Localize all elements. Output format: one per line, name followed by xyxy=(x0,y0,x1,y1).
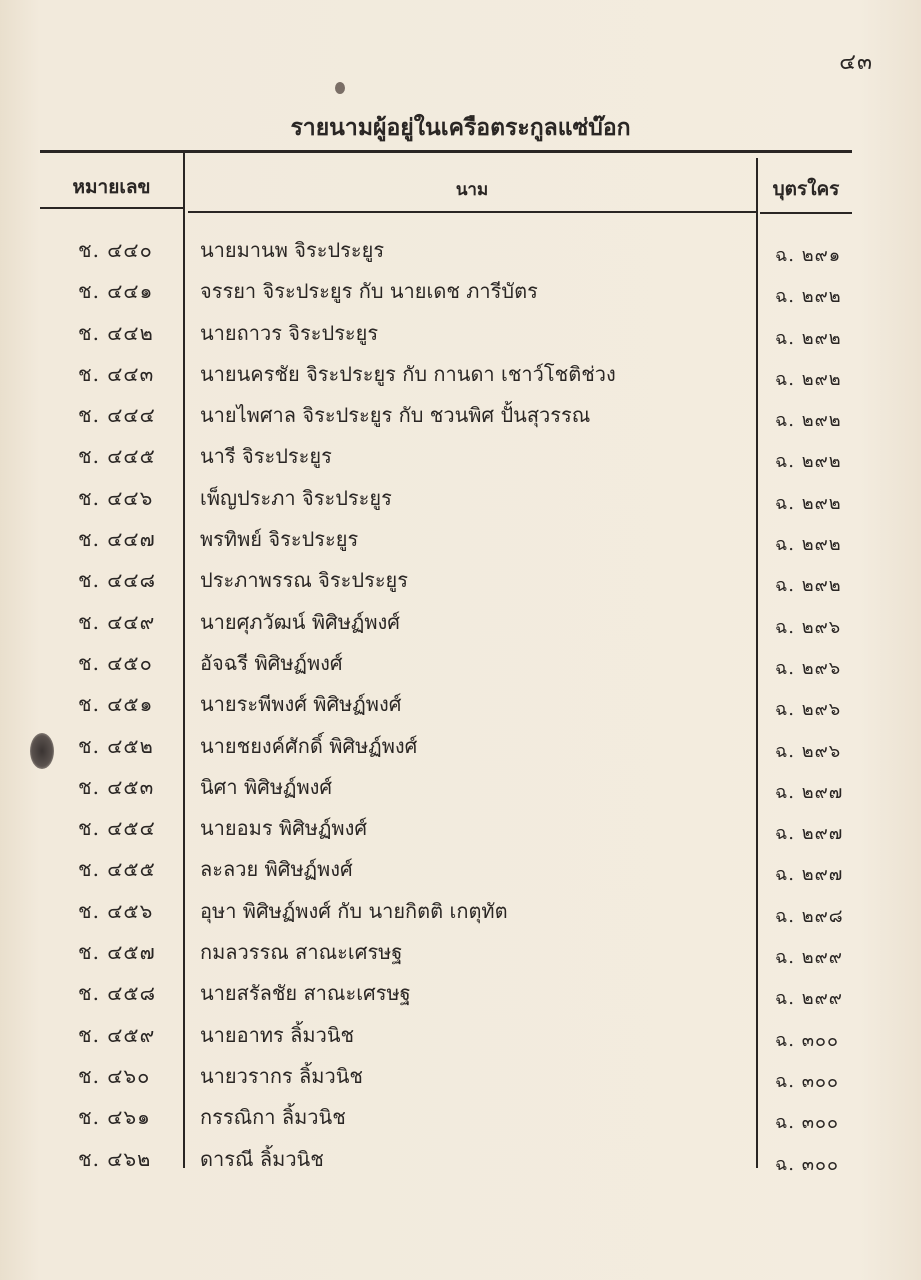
entry-number: ช. ๔๕๙ xyxy=(78,1022,156,1047)
ink-speck xyxy=(335,82,345,94)
entry-number: ช. ๔๖๑ xyxy=(78,1105,151,1130)
entry-number: ช. ๔๕๓ xyxy=(78,774,155,799)
entry-number: ช. ๔๕๘ xyxy=(78,981,156,1006)
table-row xyxy=(0,226,921,267)
header-rule-parent xyxy=(760,212,852,214)
column-header-parent: บุตรใคร xyxy=(772,178,840,200)
table-row xyxy=(0,928,921,969)
entry-parent: ฉ. ๓๐๐ xyxy=(775,1112,839,1134)
table-row xyxy=(0,763,921,804)
table-row xyxy=(0,680,921,721)
entry-parent: ฉ. ๒๙๖ xyxy=(775,699,842,721)
entry-number: ช. ๔๕๑ xyxy=(78,692,154,717)
entry-number: ช. ๔๔๐ xyxy=(78,238,153,262)
table-row xyxy=(0,515,921,556)
entry-name: นายอมร พิศิษฏ์พงศ์ xyxy=(200,816,368,841)
entry-number: ช. ๔๕๐ xyxy=(78,650,153,675)
page-number: ๔๓ xyxy=(839,50,873,75)
header-rule-name xyxy=(188,211,756,213)
table-row xyxy=(0,1093,921,1134)
entry-number: ช. ๔๔๓ xyxy=(78,361,155,386)
entry-name: กมลวรรณ สาณะเศรษฐ xyxy=(200,940,403,965)
table-row xyxy=(0,432,921,473)
entry-number: ช. ๔๕๔ xyxy=(78,816,156,841)
entry-parent: ฉ. ๓๐๐ xyxy=(775,1153,839,1175)
entry-name: พรทิพย์ จิระประยูร xyxy=(200,527,359,552)
entry-parent: ฉ. ๒๙๙ xyxy=(775,988,843,1010)
entry-number: ช. ๔๖๐ xyxy=(78,1063,151,1088)
entry-number: ช. ๔๖๒ xyxy=(78,1146,152,1171)
entry-name: เพ็ญประภา จิระประยูร xyxy=(200,485,392,510)
entry-parent: ฉ. ๓๐๐ xyxy=(775,1070,839,1092)
entry-parent: ฉ. ๒๙๒ xyxy=(775,327,842,349)
entry-parent: ฉ. ๒๙๖ xyxy=(775,616,842,638)
entry-name: นายอาทร ลิ้มวนิช xyxy=(200,1022,355,1047)
entry-name: นายวรากร ลิ้มวนิช xyxy=(200,1063,363,1088)
table-row xyxy=(0,1011,921,1052)
table-row xyxy=(0,474,921,515)
table-row xyxy=(0,391,921,432)
table-row xyxy=(0,722,921,763)
entry-name: ดารณี ลิ้มวนิช xyxy=(200,1146,324,1171)
entry-number: ช. ๔๔๔ xyxy=(78,403,156,428)
table-row xyxy=(0,350,921,391)
table-row xyxy=(0,267,921,308)
entry-name: อัจฉรี พิศิษฏ์พงศ์ xyxy=(200,650,343,675)
entry-name: นายสรัลชัย สาณะเศรษฐ xyxy=(200,981,411,1006)
entry-name: นายถาวร จิระประยูร xyxy=(200,320,379,345)
entry-parent: ฉ. ๒๙๗ xyxy=(775,823,844,845)
entry-number: ช. ๔๔๙ xyxy=(78,609,156,634)
table-row xyxy=(0,845,921,886)
table-row xyxy=(0,969,921,1010)
entry-number: ช. ๔๔๖ xyxy=(78,485,154,510)
entry-parent: ฉ. ๒๙๒ xyxy=(775,534,842,556)
entry-number: ช. ๔๕๖ xyxy=(78,898,154,923)
entry-parent: ฉ. ๒๙๒ xyxy=(775,492,842,514)
entry-number: ช. ๔๕๗ xyxy=(78,940,156,965)
entry-name: นายชยงค์ศักดิ์ พิศิษฏ์พงศ์ xyxy=(200,733,418,758)
table-row xyxy=(0,1052,921,1093)
entry-name: ประภาพรรณ จิระประยูร xyxy=(200,568,409,593)
entry-name: จรรยา จิระประยูร กับ นายเดช ภารีบัตร xyxy=(200,279,538,304)
entry-parent: ฉ. ๒๙๒ xyxy=(775,410,842,432)
table-top-rule xyxy=(40,150,852,153)
entry-parent: ฉ. ๓๐๐ xyxy=(775,1029,839,1051)
entry-name: กรรณิกา ลิ้มวนิช xyxy=(200,1105,346,1130)
table-body xyxy=(0,226,921,1176)
entry-name: นายไพศาล จิระประยูร กับ ชวนพิศ ปั้นสุวรรณ xyxy=(200,403,591,428)
column-header-name: นาม xyxy=(455,180,489,200)
entry-name: นายมานพ จิระประยูร xyxy=(200,238,385,262)
page-title: รายนามผู้อยู่ในเครือตระกูลแซ่บ๊อก xyxy=(290,114,631,141)
entry-number: ช. ๔๔๕ xyxy=(78,444,156,469)
entry-number: ช. ๔๔๘ xyxy=(78,568,156,593)
table-row xyxy=(0,1135,921,1176)
entry-name: ละลวย พิศิษฏ์พงศ์ xyxy=(200,857,353,882)
entry-name: นายนครชัย จิระประยูร กับ กานดา เชาว์โชติช่วง xyxy=(200,361,616,386)
entry-number: ช. ๔๕๒ xyxy=(78,733,154,758)
entry-parent: ฉ. ๒๙๒ xyxy=(775,286,842,308)
entry-number: ช. ๔๔๑ xyxy=(78,279,154,304)
entry-parent: ฉ. ๒๙๒ xyxy=(775,575,842,597)
table-row xyxy=(0,804,921,845)
entry-name: นายระพีพงศ์ พิศิษฏ์พงศ์ xyxy=(200,692,402,717)
entry-name: อุษา พิศิษฏ์พงศ์ กับ นายกิตติ เกตุทัต xyxy=(200,898,508,923)
entry-parent: ฉ. ๒๙๖ xyxy=(775,740,842,762)
column-header-number: หมายเลข xyxy=(72,176,151,198)
table-row xyxy=(0,639,921,680)
header-rule-number xyxy=(40,207,183,209)
entry-parent: ฉ. ๒๙๒ xyxy=(775,451,842,473)
entry-name: นายศุภวัฒน์ พิศิษฏ์พงศ์ xyxy=(200,609,400,634)
entry-parent: ฉ. ๒๙๙ xyxy=(775,947,843,969)
entry-number: ช. ๔๔๗ xyxy=(78,527,156,552)
entry-parent: ฉ. ๒๙๖ xyxy=(775,657,842,679)
entry-number: ช. ๔๔๒ xyxy=(78,320,154,345)
entry-parent: ฉ. ๒๙๒ xyxy=(775,368,842,390)
entry-number: ช. ๔๕๕ xyxy=(78,857,156,882)
table-row xyxy=(0,309,921,350)
entry-parent: ฉ. ๒๙๗ xyxy=(775,864,844,886)
entry-name: นิศา พิศิษฏ์พงศ์ xyxy=(200,774,333,799)
entry-parent: ฉ. ๒๙๗ xyxy=(775,781,844,803)
entry-name: นารี จิระประยูร xyxy=(200,444,332,469)
entry-parent: ฉ. ๒๙๘ xyxy=(775,905,844,927)
table-row xyxy=(0,556,921,597)
entry-parent: ฉ. ๒๙๑ xyxy=(775,245,842,266)
table-row xyxy=(0,598,921,639)
table-row xyxy=(0,887,921,928)
